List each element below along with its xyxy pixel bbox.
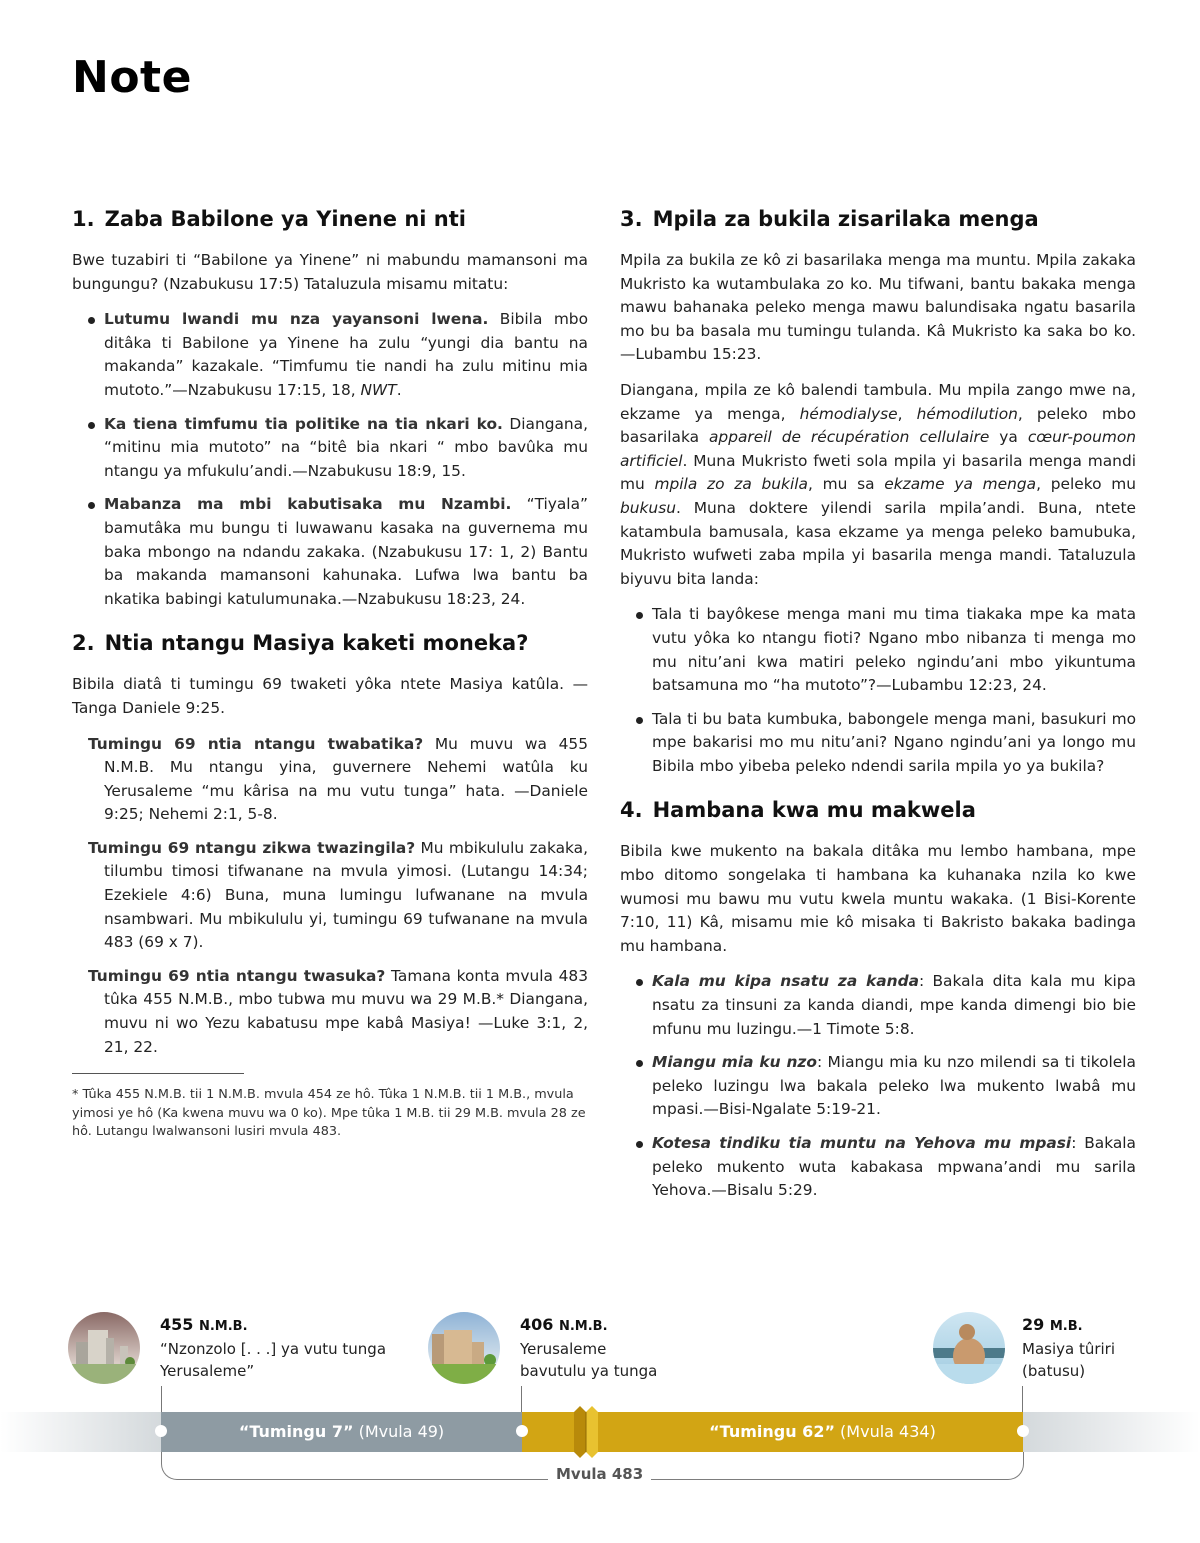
italic-term: cœur-poumon artificiel <box>620 428 1136 470</box>
text-run: , peleko mu <box>1036 475 1136 494</box>
timeline-fade-right <box>1023 1412 1200 1452</box>
section-number: 2. <box>72 631 95 656</box>
text-run: . Muna Mukristo fweti sola mpila yi basarila menga mandi mu <box>620 451 1136 494</box>
italic-term: bukusu <box>620 498 676 517</box>
text-run: , mu sa <box>807 475 885 494</box>
italic-term: appareil de récupération cellulaire <box>709 428 990 447</box>
year-era: M.B. <box>1049 1319 1083 1334</box>
italic-term: hémodialyse <box>799 404 898 423</box>
sub-text: Mu muvu wa 455 N.M.B. Mu ntangu yina, guvernere Nehemi watûla ku Yerusaleme “mu kârisa na mu vutu tunga” hata. —Daniele 9:25; Nehemi 2:1, 5-8. <box>104 734 588 824</box>
bullet-italic: NWT <box>360 380 397 399</box>
list-item <box>86 308 588 402</box>
timeline-fade-left <box>0 1412 161 1452</box>
timeline-marker <box>516 1425 528 1437</box>
bullet-text: Bibila mbo ditâka ti Babilone ya Yinene ha zulu “yungi dia bantu na makanda” kazakale. “Timfumu tie nandi ha zulu mitinu mia mutoto.”—Nzabukusu 17:15, 18, <box>104 310 588 399</box>
band-quote: “Tumingu 7” <box>238 1422 354 1441</box>
bullet-lead: Ka tiena timfumu tia politike na tia nkari ko. <box>104 414 503 433</box>
bullet-list <box>634 970 1136 1202</box>
section-2 <box>72 629 588 1141</box>
year-era: N.M.B. <box>558 1319 608 1334</box>
bullet-lead: Lutumu lwandi mu nza yayansoni lwena. <box>104 310 489 329</box>
bullet-lead: Miangu mia ku nzo <box>652 1053 817 1072</box>
section-heading <box>72 629 588 657</box>
section-intro: Bibila diatâ ti tumingu 69 twaketi yôka ntete Masiya katûla. —Tanga Daniele 9:25. <box>72 675 588 717</box>
band-detail: (Mvula 49) <box>353 1422 445 1441</box>
section-intro: Bwe tuzabiri ti “Babilone ya Yinene” ni mabundu mamansoni ma bungungu? (Nzabukusu 17:5) Tataluzula misamu mitatu: <box>72 251 588 293</box>
event-label <box>160 1314 386 1382</box>
event-description: “Nzonzolo [. . .] ya vutu tunga <box>160 1340 387 1358</box>
list-item: Tala ti bayôkese menga mani mu tima tiakaka mpe ka mata vutu yôka ko ntangu fioti? Ngano mbo nibanza ti menga mo mu nitu’ani kwa matiri peleko ngindu’ani mbo yikuntuma batsamuna mo “ha mutoto”?—Lubambu 12:23, 24. <box>634 603 1136 697</box>
section-3 <box>620 205 1136 778</box>
sub-paragraph <box>88 837 588 955</box>
section-paragraph: Mpila za bukila ze kô zi basarilaka menga ma muntu. Mpila zakaka Mukristo ka wutambulaka zo ko. Mu tifwani, bantu bakaka menga mawu bahanaka peleko menga mawu balundisaka ngatu basarila mo bu ba basala mu tumingu tulanda. Kâ Mukristo ka saka bo ko.—Lubambu 15:23. <box>620 251 1136 364</box>
sub-text: Mu mbikululu zakaka, tilumbu timosi tifwanane na mvula yimosi. (Lutangu 14:34; Ezekiele 4:6) Buna, muna lumingu lufwanane na mvula nsambwari. Mu mbikululu yi, tumingu 69 tufwanane na mvula 483 (69 x 7). <box>104 838 588 952</box>
section-4 <box>620 796 1136 1202</box>
left-column <box>72 205 588 1160</box>
footnote: * Tûka 455 N.M.B. tii 1 N.M.B. mvula 454 ze hô. Tûka 1 N.M.B. tii 1 M.B., mvula yimosi ye hô (Ka kwena muvu wa 0 ko). Mpe tûka 1 M.B. tii 29 M.B. mvula 28 ze hô. Lutangu lwalwansoni lusiri mvula 483. <box>72 1087 586 1140</box>
section-number: 1. <box>72 207 95 231</box>
year-number: 406 <box>520 1315 554 1334</box>
italic-term: mpila zo za bukila <box>654 475 808 494</box>
section-title: Mpila za bukila zisarilaka menga <box>652 207 1039 231</box>
list-item: Tala ti bu bata kumbuka, babongele menga mani, basukuri mo mpe bakarisi mo mu nitu’ani? Ngano ngindu’ani ya longo mu Bibila mbo yibeba peleko ndendi sarila mpila yo ya bukila? <box>634 708 1136 779</box>
sub-paragraphs <box>88 733 588 1060</box>
section-title: Hambana kwa mu makwela <box>652 798 976 823</box>
rebuilt-city-walls-image <box>428 1312 500 1384</box>
band-quote: “Tumingu 62” <box>709 1422 835 1441</box>
event-tick <box>521 1386 522 1412</box>
sub-lead: Tumingu 69 ntia ntangu twasuka? <box>88 966 386 985</box>
bullet-text: : Bakala dita kala mu kipa nsatu za tinsuni za kanda diandi, mpe kanda dimengi bio bie mfunu mu luzingu.—1 Timote 5:8. <box>652 972 1136 1038</box>
footnote-divider <box>72 1073 244 1074</box>
section-intro: Bibila kwe mukento na bakala ditâka mu lembo hambana, mpe mbo ditomo songelaka ti hambana ka kuhanaka nzila ko kwe wumosi mu bawu mu vutu kwela muntu wakaka. (1 Bisi-Korente 7:10, 11) Kâ, misamu mie kô misaka ti Bakristo bakaka badinga mu hambana. <box>620 842 1136 955</box>
event-description: bavutulu ya tunga <box>520 1362 658 1380</box>
section-1 <box>72 205 588 611</box>
year-number: 455 <box>160 1315 194 1334</box>
event-description: Yerusaleme <box>520 1340 607 1358</box>
event-year <box>1022 1314 1115 1338</box>
italic-term: hémodilution <box>916 404 1018 423</box>
year-era: N.M.B. <box>198 1319 248 1334</box>
sub-paragraph <box>88 965 588 1059</box>
text-run: ya <box>989 428 1028 447</box>
band-seven-weeks <box>161 1412 522 1452</box>
timeline-marker <box>1017 1425 1029 1437</box>
bullet-text: Diangana, “mitinu mia mutoto” na “bitê bia nkari “ mbo bavûka mu ntangu ya mfukulu’andi.—Nzabukusu 18:9, 15. <box>104 414 589 480</box>
text-run: . Muna doktere yilendi sarila mpila’andi. Buna, ntete katambula bamusala, kasa ekzame ya menga peleko bamubuka, Mukristo wufweti zaba mpila yi basarila menga mandi. Tataluzula biyuvu bita landa: <box>620 498 1136 588</box>
event-year <box>520 1314 657 1338</box>
section-heading <box>620 796 1136 824</box>
page-title: Note <box>72 52 192 103</box>
section-number: 3. <box>620 207 643 231</box>
event-description: Masiya tûriri <box>1022 1340 1116 1358</box>
span-total-label: Mvula 483 <box>548 1465 651 1483</box>
section-paragraph <box>620 379 1136 591</box>
bullet-lead: Kotesa tindiku tia muntu na Yehova mu mpasi <box>652 1134 1072 1152</box>
event-tick <box>1022 1386 1023 1412</box>
italic-term: ekzame ya menga <box>884 475 1037 494</box>
sub-lead: Tumingu 69 ntia ntangu twabatika? <box>88 734 424 753</box>
section-number: 4. <box>620 798 643 823</box>
section-heading <box>72 205 588 233</box>
band-detail: (Mvula 434) <box>834 1422 936 1441</box>
bullet-lead: Mabanza ma mbi kabutisaka mu Nzambi. <box>104 495 512 514</box>
bullet-text: “Tiyala” bamutâka mu bungu ti luwawanu kasaka na guvernema mu baka mbongo na ndandu zakaka. (Nzabukusu 17: 1, 2) Bantu ba makanda mamansoni kahunaka. Lufwa lwa bantu ba nkatika babingi katulumunaka.—Nzabukusu 18:23, 24. <box>104 495 588 608</box>
bullet-text: : Miangu mia ku nzo milendi sa ti tikolela peleko luzingu lwa bakala peleko lwa mukento lwabâ mu mpasi.—Bisi-Ngalate 5:19-21. <box>652 1053 1136 1119</box>
bullet-list <box>86 308 588 611</box>
list-item <box>634 1051 1136 1122</box>
bullet-tail: . <box>396 380 402 399</box>
list-item <box>86 413 588 484</box>
event-description: (batusu) <box>1022 1362 1086 1380</box>
man-baptized-in-water-image <box>933 1312 1005 1384</box>
sub-lead: Tumingu 69 ntangu zikwa twazingila? <box>88 838 416 857</box>
event-label <box>1022 1314 1115 1382</box>
bullet-list <box>634 603 1136 778</box>
text-run: , <box>897 404 917 423</box>
list-item <box>634 970 1136 1041</box>
list-item <box>634 1132 1136 1203</box>
event-label <box>520 1314 657 1382</box>
bullet-lead: Kala mu kipa nsatu za kanda <box>652 972 919 991</box>
event-tick <box>161 1386 162 1412</box>
text-run: , peleko mbo basarilaka <box>620 404 1136 447</box>
ruined-city-walls-image <box>68 1312 140 1384</box>
timeline-marker <box>155 1425 167 1437</box>
text-run: Diangana, mpila ze kô balendi tambula. Mu mpila zango mwe na, ekzame ya menga, <box>620 380 1136 423</box>
sub-text: Tamana konta mvula 483 tûka 455 N.M.B., mbo tubwa mu muvu wa 29 M.B.* Diangana, muvu ni wo Yezu kabatusu mpe kabâ Masiya! —Luke 3:1, 2, 21, 22. <box>104 966 588 1056</box>
year-number: 29 <box>1022 1315 1045 1334</box>
section-heading <box>620 205 1136 233</box>
section-title: Ntia ntangu Masiya kaketi moneka? <box>104 631 529 656</box>
event-description: Yerusaleme” <box>160 1362 255 1380</box>
timeline <box>0 1300 1200 1500</box>
bullet-text: : Bakala peleko mukento wuta kabakasa mpwana’andi mu sarila Yehova.—Bisalu 5:29. <box>652 1134 1136 1200</box>
sub-paragraph <box>88 733 588 827</box>
section-title: Zaba Babilone ya Yinene ni nti <box>104 207 466 231</box>
list-item <box>86 493 588 611</box>
right-column <box>620 205 1136 1221</box>
event-year <box>160 1314 386 1338</box>
